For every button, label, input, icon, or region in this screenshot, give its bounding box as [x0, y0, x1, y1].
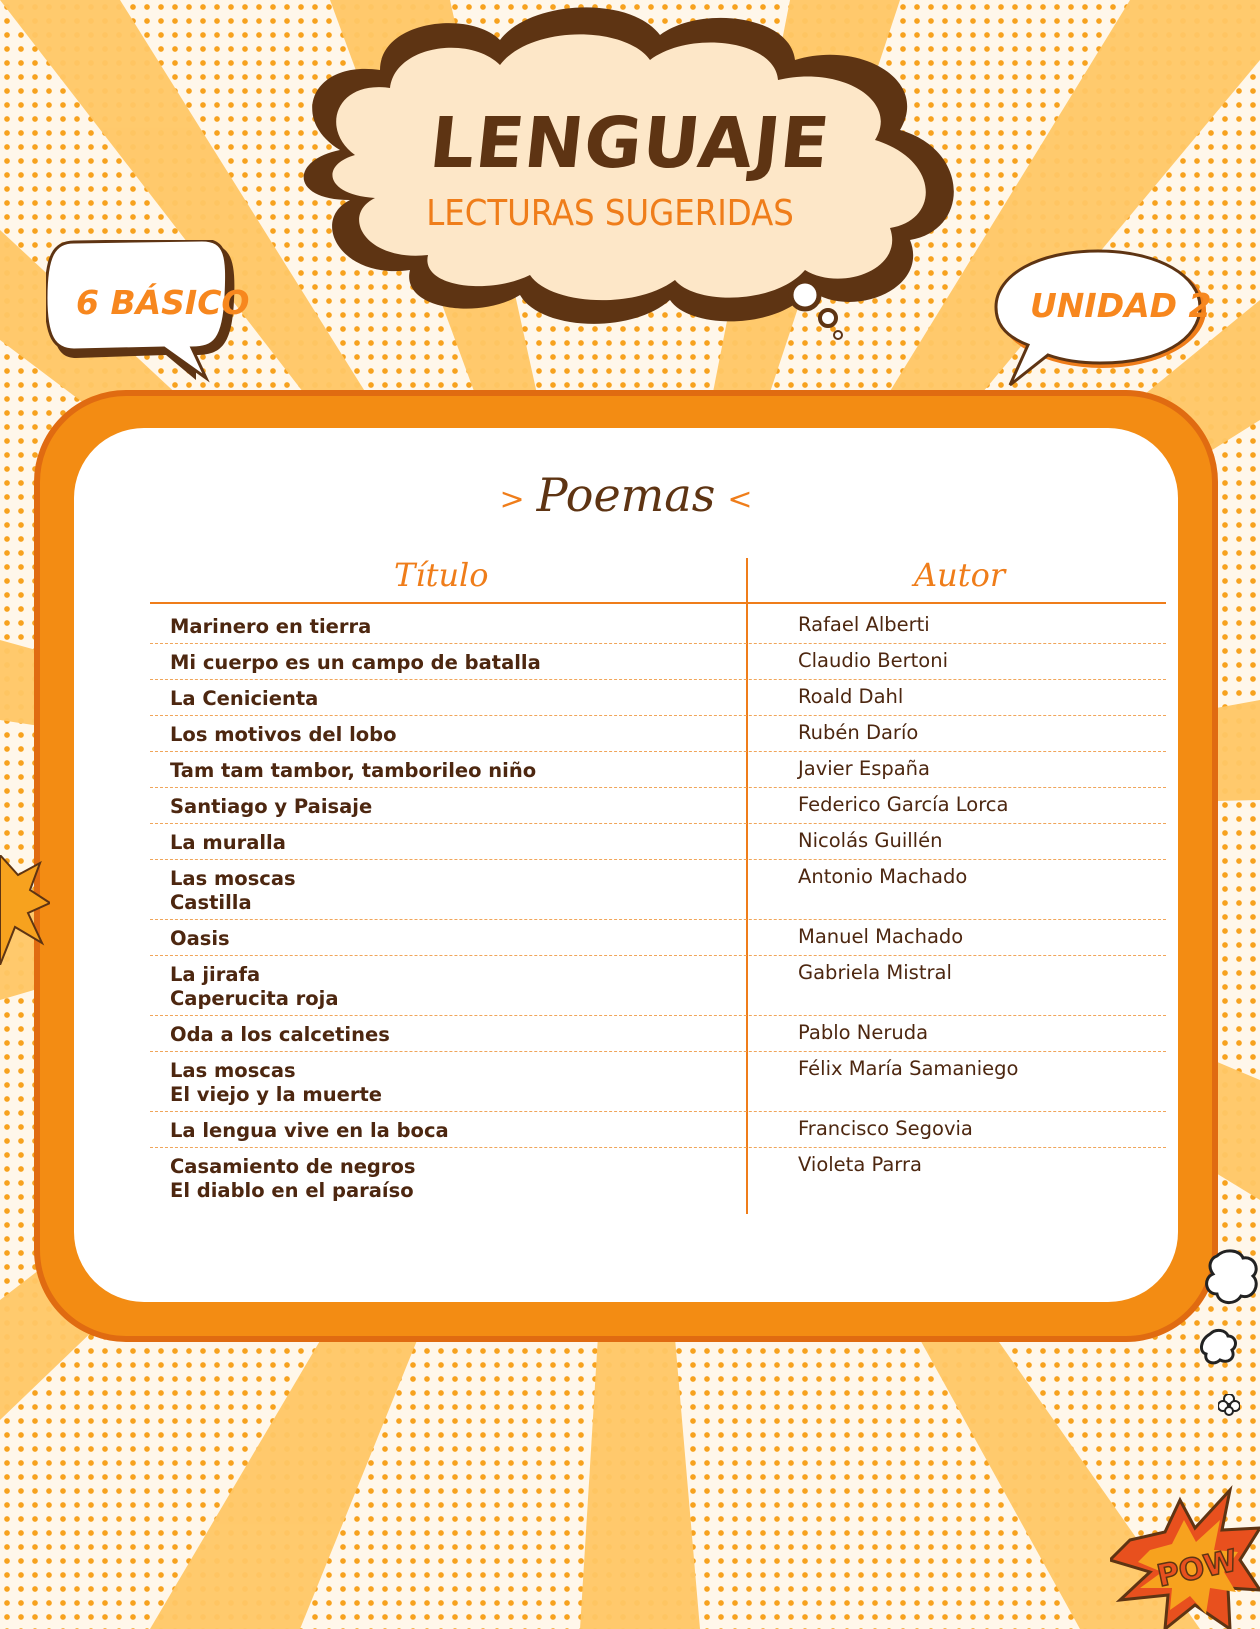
section-title-text: Poemas	[536, 468, 716, 522]
poem-author: Francisco Segovia	[798, 1117, 973, 1140]
poem-title-cell	[150, 1016, 766, 1051]
cloud-puff-icon	[1205, 1248, 1260, 1308]
poem-author: Claudio Bertoni	[798, 649, 949, 672]
poem-title-cell	[150, 1112, 766, 1147]
table-row	[150, 1148, 1166, 1207]
table-row	[150, 608, 1166, 644]
page-subtitle: LECTURAS SUGERIDAS	[426, 193, 794, 234]
poem-title-cell	[150, 716, 766, 751]
page-title: LENGUAJE	[426, 102, 834, 184]
table-row	[150, 824, 1166, 860]
pow-burst-icon	[1110, 1480, 1260, 1629]
unit-label: UNIDAD 2	[1030, 286, 1212, 325]
poem-title: La lengua vive en la boca	[170, 1119, 449, 1142]
poem-title-cell	[150, 956, 766, 1015]
table-row	[150, 920, 1166, 956]
reading-list-panel	[34, 390, 1218, 1342]
poem-author: Pablo Neruda	[798, 1021, 929, 1044]
poem-title-cell	[150, 1052, 766, 1111]
poem-title: La muralla	[170, 831, 286, 854]
poem-title-cell	[150, 1148, 766, 1207]
poem-title: Tam tam tambor, tamborileo niño	[170, 759, 537, 782]
poem-title-cell	[150, 860, 766, 919]
poem-title: La Cenicienta	[170, 687, 319, 710]
poem-author: Roald Dahl	[798, 685, 904, 708]
poem-table	[150, 608, 1166, 1207]
flower-icon	[1218, 1394, 1240, 1416]
poem-author: Félix María Samaniego	[798, 1057, 1019, 1080]
header-underline	[150, 602, 1166, 604]
poem-author: Rubén Darío	[798, 721, 919, 744]
arrow-right-icon: >	[499, 481, 525, 517]
section-title	[74, 468, 1178, 522]
poem-title: El diablo en el paraíso	[170, 1179, 414, 1202]
arrow-left-icon: <	[727, 481, 753, 517]
burst-icon	[0, 855, 50, 965]
poem-author: Manuel Machado	[798, 925, 964, 948]
poem-author: Rafael Alberti	[798, 613, 930, 636]
table-row	[150, 860, 1166, 920]
pow-text: POW	[1154, 1543, 1241, 1595]
panel-content	[74, 428, 1178, 1302]
poem-title: Oda a los calcetines	[170, 1023, 390, 1046]
column-header-title: Título	[394, 556, 489, 594]
poem-author: Gabriela Mistral	[798, 961, 952, 984]
table-row	[150, 716, 1166, 752]
poem-author: Nicolás Guillén	[798, 829, 943, 852]
poem-title-cell	[150, 788, 766, 823]
poem-title-cell	[150, 920, 766, 955]
poem-title: El viejo y la muerte	[170, 1083, 383, 1106]
poem-title: Mi cuerpo es un campo de batalla	[170, 651, 541, 674]
poem-title-cell	[150, 824, 766, 859]
poem-author: Federico García Lorca	[798, 793, 1009, 816]
poem-title: Santiago y Paisaje	[170, 795, 373, 818]
cloud-puff-small-icon	[1200, 1328, 1240, 1366]
table-row	[150, 1052, 1166, 1112]
poem-title: Las moscas	[170, 1059, 296, 1082]
poem-author: Violeta Parra	[798, 1153, 922, 1176]
poem-title-cell	[150, 644, 766, 679]
poem-author: Javier España	[798, 757, 930, 780]
table-row	[150, 956, 1166, 1016]
poem-title: Marinero en tierra	[170, 615, 372, 638]
poem-title: La jirafa	[170, 963, 261, 986]
poem-title: Castilla	[170, 891, 252, 914]
poem-title: Los motivos del lobo	[170, 723, 397, 746]
poem-author: Antonio Machado	[798, 865, 968, 888]
poem-title: Oasis	[170, 927, 230, 950]
poem-title-cell	[150, 608, 766, 643]
grade-label: 6 BÁSICO	[76, 283, 250, 322]
poem-title: Las moscas	[170, 867, 296, 890]
table-row	[150, 1112, 1166, 1148]
table-row	[150, 752, 1166, 788]
poem-title-cell	[150, 752, 766, 787]
table-row	[150, 788, 1166, 824]
column-header-author: Autor	[914, 556, 1006, 594]
table-row	[150, 644, 1166, 680]
poem-title-cell	[150, 680, 766, 715]
table-row	[150, 1016, 1166, 1052]
poem-title: Caperucita roja	[170, 987, 339, 1010]
poem-title: Casamiento de negros	[170, 1155, 416, 1178]
table-row	[150, 680, 1166, 716]
